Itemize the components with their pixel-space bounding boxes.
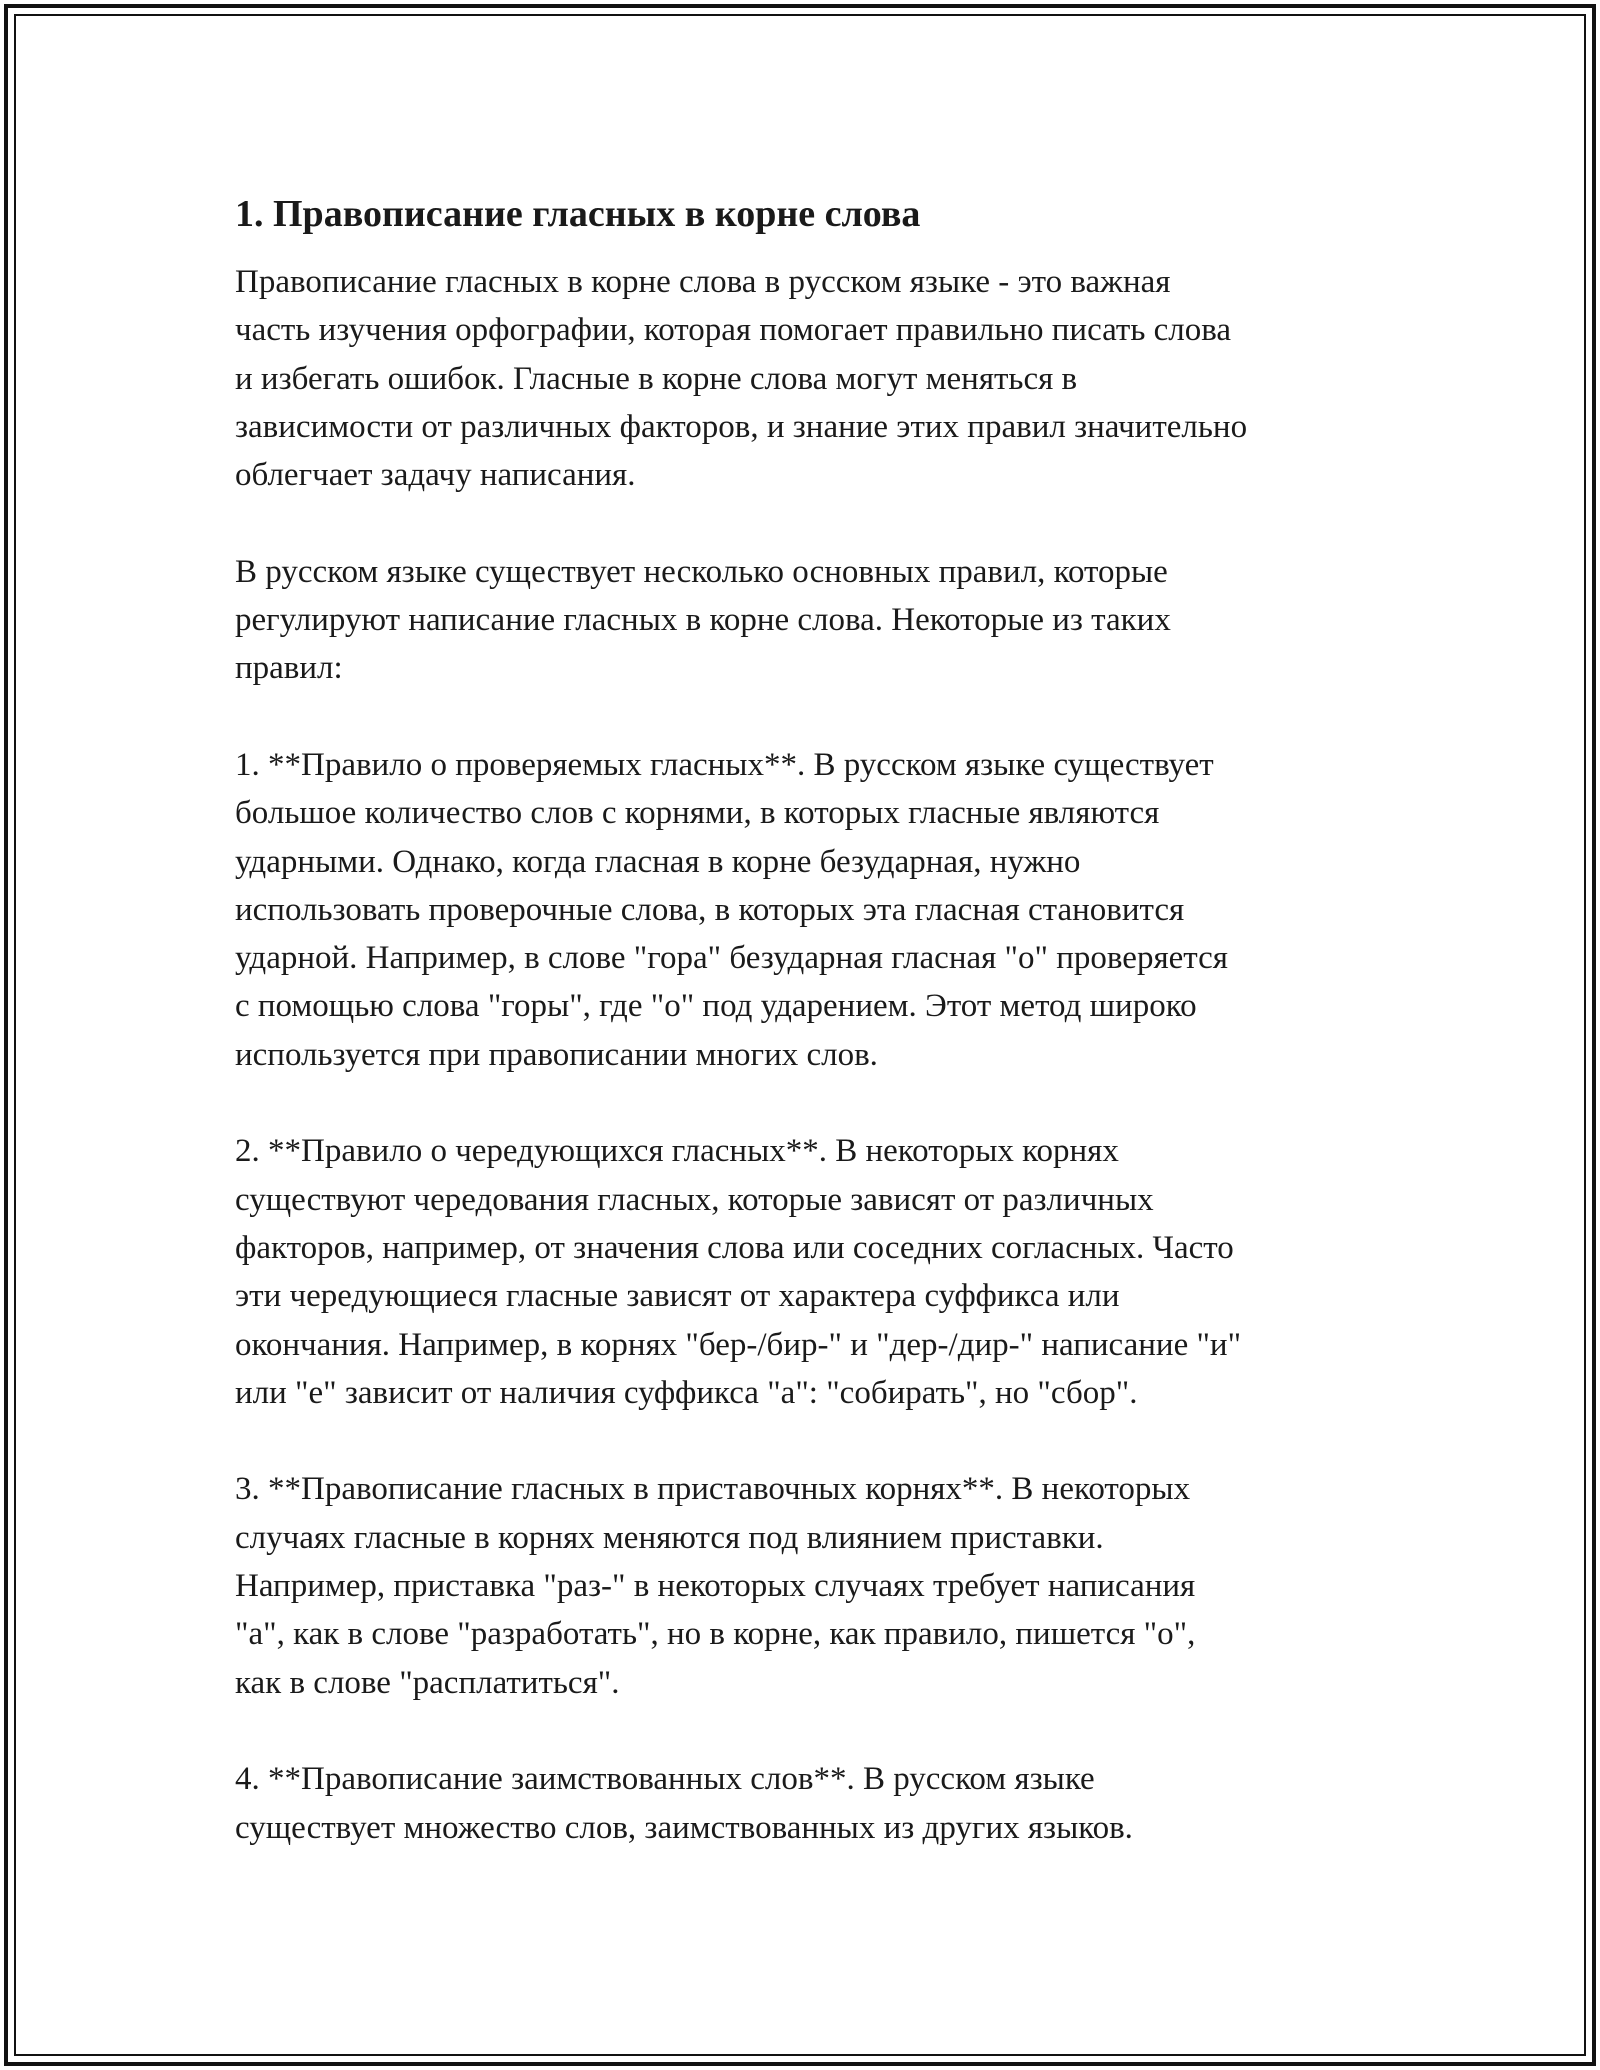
document-body-text: Правописание гласных в корне слова в русском языке - это важная часть изучения орфографии, которая помогает правильно писать слова и избегать ошибок. Гласные в корне слова могут меняться в зависимости от различных факторов, и знание этих правил значительно облегчает задачу написания. В русском языке существует несколько основных правил, которые регулируют написание гласных в корне слова. Некоторые из таких правил: 1. **Правило о проверяемых гласных**. В русском языке существует большое количество слов с корнями, в которых гласные являются ударными. Однако, когда гласная в корне безударная, нужно использовать проверочные слова, в которых эта гласная становится ударной. Например, в слове "гора" безударная гласная "о" проверяется с помощью слова "горы", где "о" под ударением. Этот метод широко используется при правописании многих слов. 2. **Правило о чередующихся гласных**. В некоторых корнях существуют чередования гласных, которые зависят от различных факторов, например, от значения слова или соседних согласных. Часто эти чередующиеся гласные зависят от характера суффикса или окончания. Например, в корнях "бер-/бир-" и "дер-/дир-" написание "и" или "е" зависит от наличия суффикса "а": "собирать", но "сбор". 3. **Правописание гласных в приставочных корнях**. В некоторых случаях гласные в корнях меняются под влиянием приставки. Например, приставка "раз-" в некоторых случаях требует написания "а", как в слове "разработать", но в корне, как правило, пишется "о", как в слове "расплатиться". 4. **Правописание заимствованных слов**. В русском языке существует множество слов, заимствованных из других языков. — [235, 264, 1248, 1846]
document-page — [235, 186, 1385, 1852]
section-heading: 1. Правописание гласных в корне слова — [235, 193, 921, 235]
